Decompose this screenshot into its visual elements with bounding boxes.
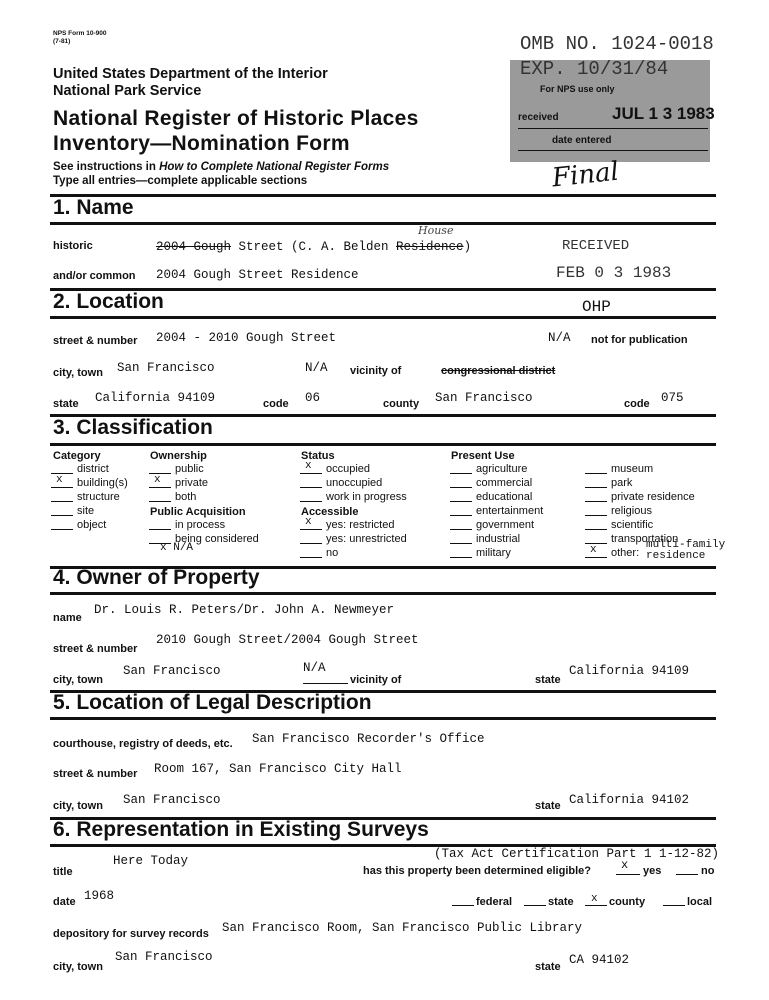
category-option-label: building(s) — [77, 477, 128, 489]
check-mark: x — [305, 460, 312, 472]
struck-text: 2004 Gough — [156, 240, 232, 254]
instr-line-2: Type all entries—complete applicable sections — [53, 175, 308, 187]
form-no-text: NPS Form 10-900 — [53, 30, 107, 37]
use-option-label: transportation — [611, 533, 679, 545]
instructions — [53, 160, 389, 188]
section-rule — [50, 717, 716, 720]
acquisition-na: N/A — [173, 542, 194, 554]
use-option-label: educational — [476, 491, 533, 503]
section-heading-classification: 3. Classification — [53, 416, 213, 439]
code-label: code — [263, 398, 289, 410]
yes-check: x — [621, 858, 629, 872]
form-number — [53, 30, 106, 46]
tax-act-note: (Tax Act Certification Part 1 1-12-82) — [434, 847, 720, 861]
street-value: 2004 - 2010 Gough Street — [156, 331, 337, 345]
status-option-label: occupied — [326, 463, 371, 475]
checkbox-blank[interactable] — [585, 515, 607, 516]
check-mark: x — [56, 474, 63, 486]
survey-date-label: date — [53, 896, 76, 908]
depository-label: depository for survey records — [53, 928, 209, 940]
historic-text: Street (C. A. Belden — [231, 240, 397, 254]
depository-value: San Francisco Room, San Francisco Public Library — [222, 921, 583, 935]
final-signature: Final — [550, 156, 621, 194]
code2-label: code — [624, 398, 650, 410]
other-value-line2: residence — [646, 550, 706, 562]
historic-label: historic — [53, 240, 93, 252]
use-option-label: religious — [611, 505, 652, 517]
form-title — [53, 106, 419, 156]
survey-state-value: CA 94102 — [569, 953, 630, 967]
title-line-1: National Register of Historic Places — [53, 107, 419, 130]
historic-text: ) — [463, 240, 472, 254]
nps-use-label: For NPS use only — [540, 84, 615, 94]
checkbox-blank[interactable] — [585, 529, 607, 530]
category-heading: Category — [53, 450, 101, 462]
owner-vicinity-value: N/A — [303, 661, 326, 675]
survey-state-label: state — [535, 961, 561, 973]
ownership-option-label: private — [175, 477, 209, 489]
acquisition-option-label: in process — [175, 519, 226, 531]
use-option-label: private residence — [611, 491, 695, 503]
other-use-value — [646, 540, 725, 562]
owner-name-value: Dr. Louis R. Peters/Dr. John A. Newmeyer — [94, 603, 395, 617]
legal-state-value: California 94102 — [569, 793, 690, 807]
owner-street-label: street & number — [53, 643, 138, 655]
survey-date-value: 1968 — [84, 889, 115, 903]
checkbox-blank[interactable] — [585, 557, 607, 558]
blank-line — [303, 683, 348, 684]
ohp-stamp: OHP — [582, 298, 611, 316]
ownership-option-label: public — [175, 463, 204, 475]
checkbox-blank[interactable] — [585, 487, 607, 488]
checkbox-blank[interactable] — [300, 501, 322, 502]
acquisition-option-label: being considered — [175, 533, 259, 545]
owner-state-value: California 94109 — [569, 664, 690, 678]
level-state-label: state — [548, 896, 574, 908]
state-label: state — [53, 398, 79, 410]
section-rule — [50, 194, 716, 197]
checkbox-blank[interactable] — [450, 515, 472, 516]
checkbox-blank[interactable] — [450, 473, 472, 474]
section-heading-surveys: 6. Representation in Existing Surveys — [53, 818, 429, 841]
checkbox-blank[interactable] — [524, 905, 546, 906]
checkbox-blank[interactable] — [51, 487, 73, 488]
code2-value: 075 — [661, 391, 684, 405]
no-blank — [676, 874, 698, 875]
check-mark: x — [590, 544, 597, 556]
other-value-line1: multi-family — [646, 539, 726, 551]
check-mark: x — [160, 542, 167, 554]
section-heading-location: 2. Location — [53, 290, 164, 313]
checkbox-blank[interactable] — [450, 487, 472, 488]
checkbox-blank[interactable] — [149, 501, 171, 502]
survey-city-label: city, town — [53, 961, 103, 973]
handwritten-house: House — [418, 224, 454, 237]
code-value: 06 — [305, 391, 321, 405]
status-option-label: unoccupied — [326, 477, 383, 489]
accessible-option-label: no — [326, 547, 339, 559]
service-name: National Park Service — [53, 83, 202, 99]
owner-vicinity-label: vicinity of — [350, 674, 402, 686]
category-option-label: structure — [77, 491, 120, 503]
checkbox-blank[interactable] — [585, 905, 607, 906]
checkbox-blank[interactable] — [51, 501, 73, 502]
checkbox-blank[interactable] — [51, 515, 73, 516]
accessible-option-label: yes: unrestricted — [326, 533, 407, 545]
courthouse-value: San Francisco Recorder's Office — [252, 732, 485, 746]
checkbox-blank[interactable] — [585, 501, 607, 502]
county-label: county — [383, 398, 420, 410]
city-label: city, town — [53, 367, 103, 379]
use-option-label: industrial — [476, 533, 521, 545]
check-mark: x — [305, 516, 312, 528]
omb-number: OMB NO. 1024-0018 — [520, 33, 714, 55]
checkbox-blank[interactable] — [450, 529, 472, 530]
section-rule — [50, 592, 716, 595]
status-option-label: work in progress — [326, 491, 407, 503]
date-entered-label: date entered — [552, 135, 612, 146]
status-heading: Status — [301, 450, 335, 462]
ownership-heading: Ownership — [150, 450, 207, 462]
owner-state-label: state — [535, 674, 561, 686]
checkbox-blank[interactable] — [149, 487, 171, 488]
form-date-text: (7-81) — [53, 38, 71, 45]
courthouse-label: courthouse, registry of deeds, etc. — [53, 738, 233, 750]
checkbox-blank[interactable] — [300, 473, 322, 474]
checkbox-blank[interactable] — [450, 501, 472, 502]
acquisition-heading: Public Acquisition — [150, 506, 246, 518]
agency-block — [53, 66, 328, 100]
historic-value — [156, 240, 471, 254]
legal-street-value: Room 167, San Francisco City Hall — [154, 762, 402, 776]
checkbox-blank[interactable] — [149, 529, 171, 530]
county-value: San Francisco — [435, 391, 533, 405]
accessible-option-label: yes: restricted — [326, 519, 395, 531]
common-value: 2004 Gough Street Residence — [156, 268, 359, 282]
use-option-label: agriculture — [476, 463, 528, 475]
no-label: no — [701, 865, 715, 877]
section-heading-owner: 4. Owner of Property — [53, 566, 260, 589]
feb-stamp: FEB 0 3 1983 — [556, 264, 672, 282]
nps-rule-2 — [518, 150, 708, 151]
checkbox-blank[interactable] — [450, 543, 472, 544]
checkbox-blank[interactable] — [300, 543, 322, 544]
nfp-value: N/A — [548, 331, 571, 345]
ownership-option-label: both — [175, 491, 197, 503]
legal-state-label: state — [535, 800, 561, 812]
legal-city-label: city, town — [53, 800, 103, 812]
use-option-label: military — [476, 547, 511, 559]
survey-title-value: Here Today — [113, 854, 189, 868]
vicinity-label: vicinity of — [350, 365, 402, 377]
owner-city-label: city, town — [53, 674, 103, 686]
section-rule — [50, 316, 716, 319]
survey-city-value: San Francisco — [115, 950, 213, 964]
common-label: and/or common — [53, 270, 136, 282]
level-local-label: local — [687, 896, 713, 908]
congress-label: congressional district — [441, 365, 556, 377]
category-option-label: site — [77, 505, 95, 517]
section-rule — [50, 222, 716, 225]
use-option-label: scientific — [611, 519, 654, 531]
received-label: received — [518, 112, 559, 123]
owner-name-label: name — [53, 612, 82, 624]
instr-text: See instructions in — [53, 161, 160, 173]
checkbox-blank[interactable] — [51, 529, 73, 530]
level-federal-label: federal — [476, 896, 513, 908]
section-heading-name: 1. Name — [53, 196, 134, 219]
legal-city-value: San Francisco — [123, 793, 221, 807]
owner-street-value: 2010 Gough Street/2004 Gough Street — [156, 633, 419, 647]
struck-text: Residence — [396, 240, 464, 254]
use-option-label: park — [611, 477, 633, 489]
level-county-label: county — [609, 896, 646, 908]
expiration: EXP. 10/31/84 — [520, 58, 669, 80]
checkbox-blank[interactable] — [450, 557, 472, 558]
present-use-heading: Present Use — [451, 450, 515, 462]
vicinity-value: N/A — [305, 361, 328, 375]
instr-booktitle: How to Complete National Register Forms — [159, 161, 390, 173]
acquisition-na-mark — [160, 542, 193, 554]
checkbox-blank[interactable] — [452, 905, 474, 906]
section-rule — [50, 443, 716, 446]
section-heading-legal: 5. Location of Legal Description — [53, 691, 372, 714]
yes-blank — [616, 874, 640, 875]
survey-title-label: title — [53, 866, 73, 878]
category-option-label: object — [77, 519, 107, 531]
state-value: California 94109 — [95, 391, 216, 405]
legal-street-label: street & number — [53, 768, 138, 780]
check-mark: x — [154, 474, 161, 486]
use-option-label: commercial — [476, 477, 533, 489]
nfp-label: not for publication — [591, 334, 688, 346]
received-date-stamp: JUL 1 3 1983 — [612, 104, 715, 123]
agency-name: United States Department of the Interior — [53, 66, 328, 82]
checkbox-blank[interactable] — [663, 905, 685, 906]
use-option-label: other: — [611, 547, 640, 559]
yes-label: yes — [643, 865, 662, 877]
checkbox-blank[interactable] — [300, 529, 322, 530]
received-stamp: RECEIVED — [562, 238, 630, 254]
eligible-label: has this property been determined eligible? — [363, 865, 591, 877]
use-option-label: museum — [611, 463, 654, 475]
checkbox-blank[interactable] — [300, 557, 322, 558]
category-option-label: district — [77, 463, 109, 475]
checkbox-blank[interactable] — [585, 473, 607, 474]
street-label: street & number — [53, 335, 138, 347]
use-option-label: entertainment — [476, 505, 544, 517]
nps-rule — [518, 128, 708, 129]
title-line-2: Inventory—Nomination Form — [53, 132, 350, 155]
checkbox-blank[interactable] — [300, 487, 322, 488]
check-mark: x — [591, 893, 598, 905]
owner-city-value: San Francisco — [123, 664, 221, 678]
city-value: San Francisco — [117, 361, 215, 375]
use-option-label: government — [476, 519, 535, 531]
accessible-heading: Accessible — [301, 506, 359, 518]
